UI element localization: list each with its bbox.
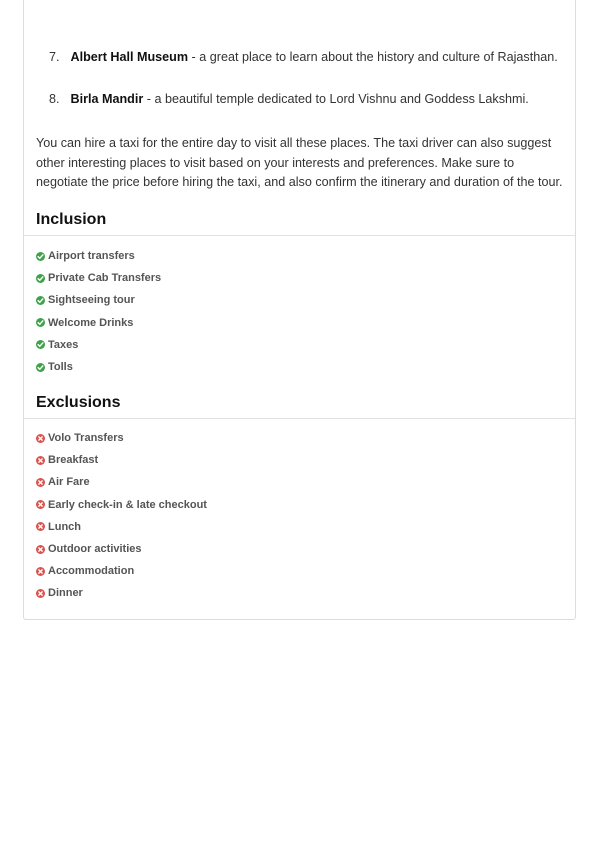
check-circle-icon	[36, 363, 45, 372]
item-label: Taxes	[48, 338, 79, 351]
check-circle-icon	[36, 274, 45, 283]
item-label: Outdoor activities	[48, 543, 142, 555]
place-description: - a beautiful temple dedicated to Lord Vishnu and Goddess Lakshmi.	[143, 92, 529, 106]
list-item	[36, 432, 124, 444]
item-label: Dinner	[48, 587, 83, 600]
check-circle-icon	[36, 340, 45, 349]
item-label: Early check-in & late checkout	[48, 498, 207, 511]
x-circle-icon	[36, 478, 45, 487]
item-label: Welcome Drinks	[48, 316, 134, 329]
x-circle-icon	[36, 567, 45, 576]
check-circle-icon	[36, 252, 45, 261]
x-circle-icon	[36, 589, 45, 598]
item-label: Air Fare	[48, 476, 90, 489]
list-item	[36, 587, 83, 599]
x-circle-icon	[36, 500, 45, 509]
list-item	[36, 250, 135, 262]
place-name: Birla Mandir	[70, 92, 144, 106]
list-number: 8.	[49, 92, 60, 106]
item-label: Sightseeing tour	[48, 294, 135, 307]
list-item	[49, 92, 529, 106]
exclusions-heading: Exclusions	[36, 394, 121, 411]
divider	[24, 235, 575, 236]
check-circle-icon	[36, 318, 45, 327]
list-item	[36, 272, 161, 284]
item-label: Breakfast	[48, 454, 99, 467]
list-item	[36, 565, 134, 577]
list-item	[36, 499, 207, 511]
list-item	[36, 476, 90, 488]
place-description: - a great place to learn about the history and culture of Rajasthan.	[188, 50, 558, 64]
list-item	[36, 521, 81, 533]
list-item	[36, 339, 78, 351]
list-item	[36, 361, 73, 373]
list-item	[36, 454, 98, 466]
inclusion-heading: Inclusion	[36, 211, 107, 228]
list-item	[36, 294, 135, 306]
item-label: Private Cab Transfers	[48, 272, 162, 285]
x-circle-icon	[36, 545, 45, 554]
list-item	[49, 50, 558, 64]
x-circle-icon	[36, 456, 45, 465]
list-number: 7.	[49, 50, 60, 64]
taxi-paragraph: You can hire a taxi for the entire day to visit all these places. The taxi driver can also suggest other interesting places to visit based on your interests and preferences. Make sure to negotiate the price before hiring the taxi, and also confirm the itinerary and duration of the tour.	[36, 136, 563, 189]
list-item	[36, 543, 142, 555]
check-circle-icon	[36, 296, 45, 305]
itinerary-card	[23, 0, 576, 620]
place-name: Albert Hall Museum	[70, 50, 189, 64]
x-circle-icon	[36, 522, 45, 531]
list-item	[36, 317, 133, 329]
x-circle-icon	[36, 434, 45, 443]
divider	[24, 418, 575, 419]
item-label: Accommodation	[48, 565, 135, 578]
item-label: Airport transfers	[48, 250, 135, 262]
item-label: Volo Transfers	[48, 432, 124, 444]
item-label: Lunch	[48, 520, 81, 533]
item-label: Tolls	[48, 361, 73, 373]
